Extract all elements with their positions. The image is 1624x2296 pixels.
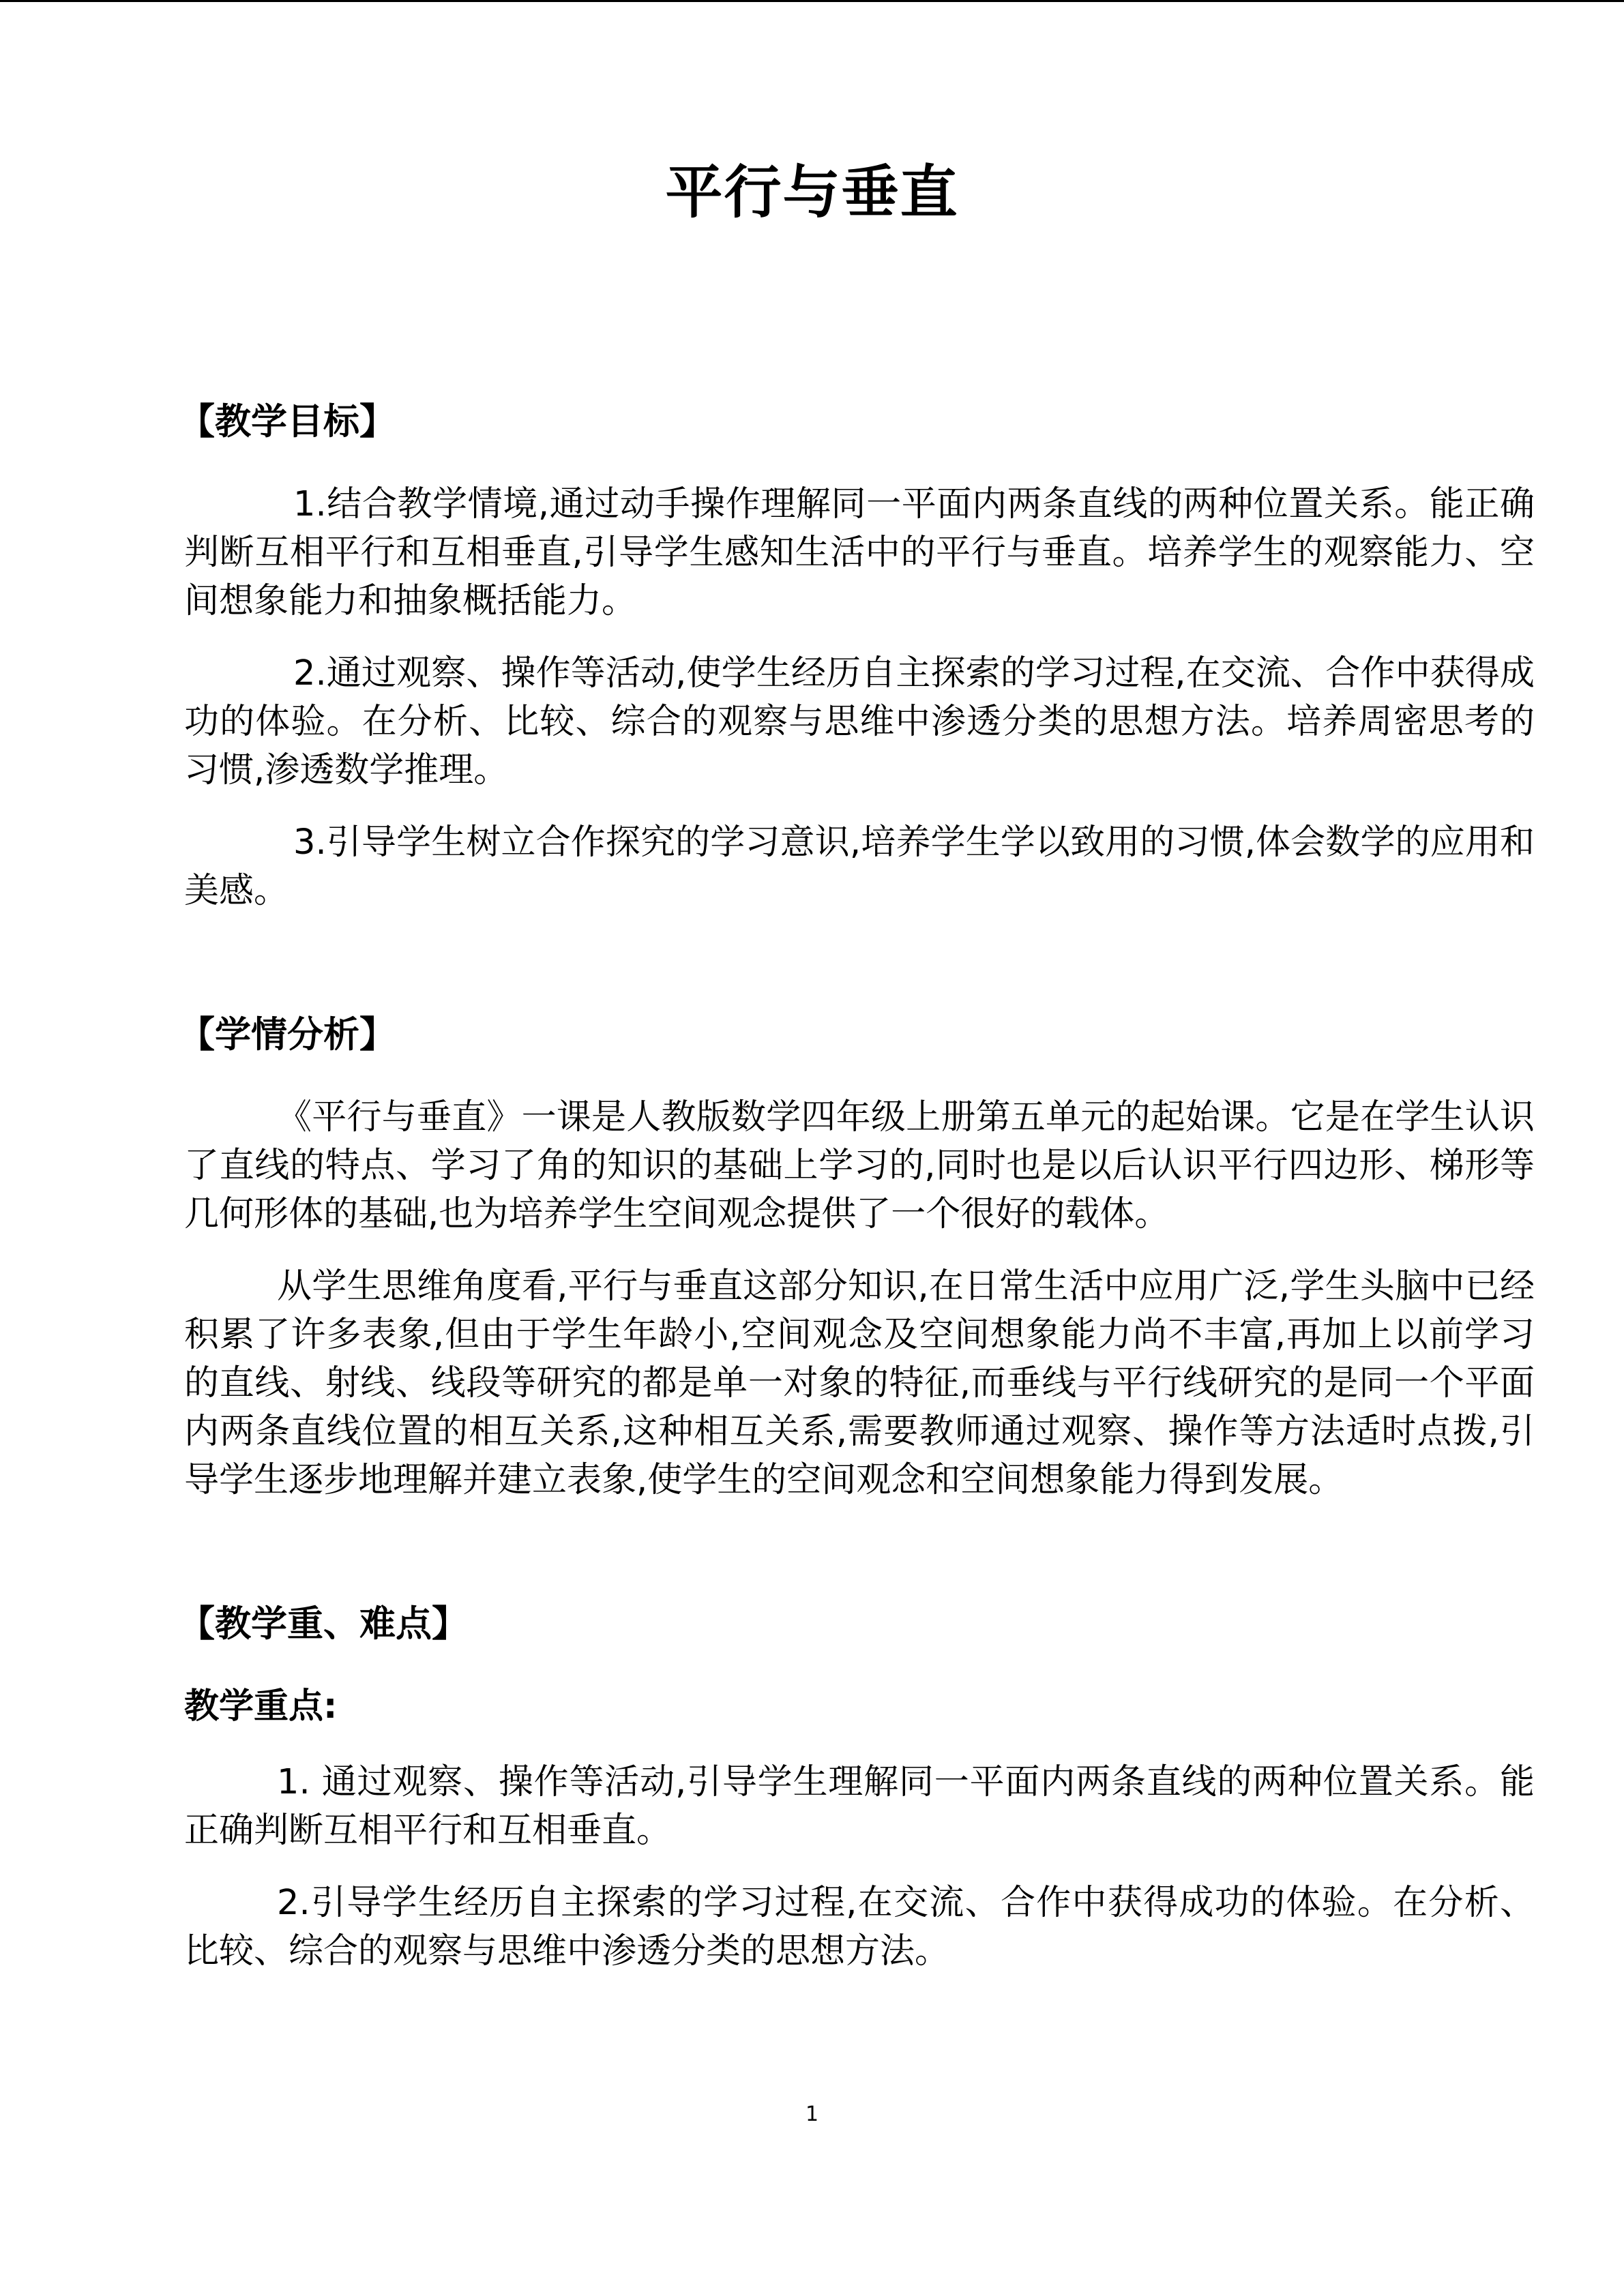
section-teaching-goals	[179, 398, 1535, 915]
key-points-subheading: 教学重点:	[184, 1686, 338, 1727]
page-number: 1	[805, 2102, 819, 2126]
goal-paragraph-2: 2.通过观察、操作等活动,使学生经历自主探索的学习过程,在交流、合作中获得成功的体验。在分析、比较、综合的观察与思维中渗透分类的思想方法。培养周密思考的习惯,渗透数学推理。	[184, 653, 1535, 790]
section-spacer	[184, 1528, 1535, 1600]
section-spacer	[184, 939, 1535, 1011]
section-heading-key-points: 【教学重、难点】	[179, 1603, 468, 1645]
section-heading-goals: 【教学目标】	[179, 401, 396, 443]
document-title: 平行与垂直	[665, 159, 959, 226]
goal-paragraph-3: 3.引导学生树立合作探究的学习意识,培养学生学以致用的习惯,体会数学的应用和美感。	[184, 822, 1535, 911]
analysis-paragraph-2: 从学生思维角度看,平行与垂直这部分知识,在日常生活中应用广泛,学生头脑中已经积累了许多表象,但由于学生年龄小,空间观念及空间想象能力尚不丰富,再加上以前学习的直线、射线、线段等研究的都是单一对象的特征,而垂线与平行线研究的是同一个平面内两条直线位置的相互关系,这种相互关系,需要教师通过观察、操作等方法适时点拨,引导学生逐步地理解并建立表象,使学生的空间观念和空间想象能力得到发展。	[184, 1266, 1535, 1500]
goal-paragraph-1: 1.结合教学情境,通过动手操作理解同一平面内两条直线的两种位置关系。能正确判断互相平行和互相垂直,引导学生感知生活中的平行与垂直。培养学生的观察能力、空间想象能力和抽象概括能力。	[184, 484, 1535, 621]
document-body	[179, 398, 1535, 1999]
section-key-points	[179, 1600, 1535, 1976]
section-heading-analysis: 【学情分析】	[179, 1014, 396, 1056]
key-point-paragraph-2: 2.引导学生经历自主探索的学习过程,在交流、合作中获得成功的体验。在分析、比较、综合的观察与思维中渗透分类的思想方法。	[184, 1883, 1535, 1971]
section-student-analysis	[179, 1011, 1535, 1504]
key-point-paragraph-1: 1. 通过观察、操作等活动,引导学生理解同一平面内两条直线的两种位置关系。能正确判断互相平行和互相垂直。	[184, 1762, 1535, 1851]
analysis-paragraph-1: 《平行与垂直》一课是人教版数学四年级上册第五单元的起始课。它是在学生认识了直线的特点、学习了角的知识的基础上学习的,同时也是以后认识平行四边形、梯形等几何形体的基础,也为培养学生空间观念提供了一个很好的载体。	[184, 1097, 1535, 1234]
